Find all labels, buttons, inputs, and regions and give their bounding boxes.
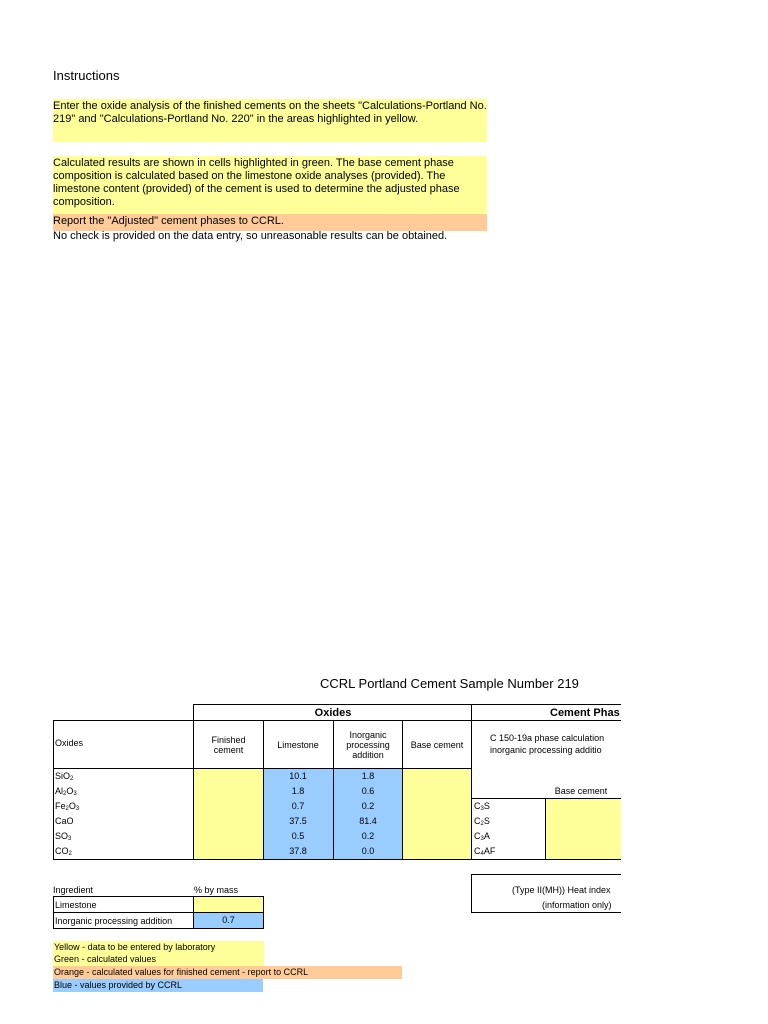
oxide-label-so3: $SO_3$ [55, 831, 72, 842]
phase-label-c2s: $C_2S$ [474, 816, 490, 827]
oxide-label-al2o3: $Al_2O_3$ [55, 786, 77, 797]
limestone-value: 0.5 [291, 831, 305, 841]
base-cement-phase-cells [546, 799, 621, 860]
limestone-value: 10.1 [289, 771, 307, 781]
oxide-label-co2: $CO_2$ [55, 846, 72, 857]
inorganic-value: 0.2 [361, 801, 375, 811]
table-border [263, 896, 264, 929]
limestone-value: 0.7 [291, 801, 305, 811]
legend-orange: Orange - calculated values for finished cement - report to CCRL [53, 966, 402, 979]
table-border [193, 896, 194, 929]
cement-phases-group-header: Cement Phas [550, 706, 620, 719]
limestone-value: 37.8 [289, 846, 307, 856]
table-border [53, 928, 263, 929]
finished-cement-input-cells[interactable] [194, 769, 263, 860]
table-border [263, 720, 264, 860]
limestone-value: 37.5 [289, 816, 307, 826]
table-border [53, 720, 54, 860]
table-border [545, 798, 546, 860]
oxide-label-sio2: SiO$_2$ [55, 771, 74, 782]
instruction-no-check: No check is provided on the data entry, so unreasonable results can be obtained. [53, 230, 448, 242]
ingredient-limestone: Limestone [55, 900, 97, 910]
ingredient-header: Ingredient [53, 885, 94, 895]
col-header-limestone: Limestone [277, 739, 319, 750]
instruction-report-adjusted: Report the "Adjusted" cement phases to CCRL. [53, 214, 487, 231]
legend-green: Green - calculated values [53, 953, 264, 966]
col-header-base-cement: Base cement [410, 739, 464, 750]
sheet-title: CCRL Portland Cement Sample Number 219 [320, 676, 579, 691]
instructions-title: Instructions [53, 68, 120, 83]
table-border [194, 704, 621, 705]
inorganic-value: 0.0 [361, 846, 375, 856]
legend-yellow: Yellow - data to be entered by laboratory [53, 941, 264, 954]
phase-calc-header-line1: C 150-19a phase calculation [490, 733, 605, 743]
phase-label-c4af: $C_4AF$ [474, 846, 496, 857]
oxide-label-fe2o3: $Fe_2O_3$ [55, 801, 80, 812]
table-border [193, 704, 194, 860]
legend-blue: Blue - values provided by CCRL [53, 979, 263, 992]
oxides-group-header: Oxides [314, 706, 352, 719]
table-border [53, 859, 621, 860]
table-border [333, 720, 334, 860]
instruction-calculated-results: Calculated results are shown in cells highlighted in green. The base cement phase composition is calculated based on the limestone oxide analyses (provided). The limestone content (provided) of the cement is used to determine the adjusted phase composition. [53, 156, 487, 214]
instruction-enter-oxides: Enter the oxide analysis of the finished cements on the sheets "Calculations-Portland No. 219" and "Calculations-Portland No. 220" in the areas highlighted in yellow. [53, 99, 487, 142]
phase-calc-header [490, 733, 621, 756]
inorganic-value: 81.4 [359, 816, 377, 826]
heat-index-line1: (Type II(MH)) Heat index [512, 885, 611, 895]
phase-label-c3s: $C_3S$ [474, 801, 490, 812]
table-border [53, 720, 621, 721]
inorganic-value: 0.6 [361, 786, 375, 796]
col-header-oxides: Oxides [55, 738, 84, 748]
oxide-label-cao: CaO [55, 816, 74, 826]
limestone-mass-input[interactable] [194, 897, 263, 913]
phase-calc-header-line2: inorganic processing additio [490, 745, 602, 755]
heat-index-line2: (information only) [542, 900, 612, 910]
inorganic-value: 0.2 [361, 831, 375, 841]
col-header-finished-cement: Finished cement [211, 734, 246, 755]
table-border [53, 896, 263, 897]
heat-index-box [471, 874, 621, 913]
table-border [472, 798, 621, 799]
limestone-value: 1.8 [291, 786, 305, 796]
table-border [402, 720, 403, 860]
ingredient-inorganic: Inorganic processing addition [55, 916, 173, 926]
col-header-inorganic: Inorganic processing addition [346, 729, 390, 760]
table-border [471, 704, 472, 860]
base-cement-cells [403, 769, 472, 860]
base-cement-label: Base cement [554, 786, 608, 796]
table-border [53, 896, 54, 929]
table-border [53, 912, 263, 913]
phase-label-c3a: $C_3A$ [474, 831, 490, 842]
inorganic-value: 1.8 [361, 771, 375, 781]
inorganic-mass-value: 0.7 [194, 913, 263, 929]
mass-header: % by mass [194, 885, 239, 895]
